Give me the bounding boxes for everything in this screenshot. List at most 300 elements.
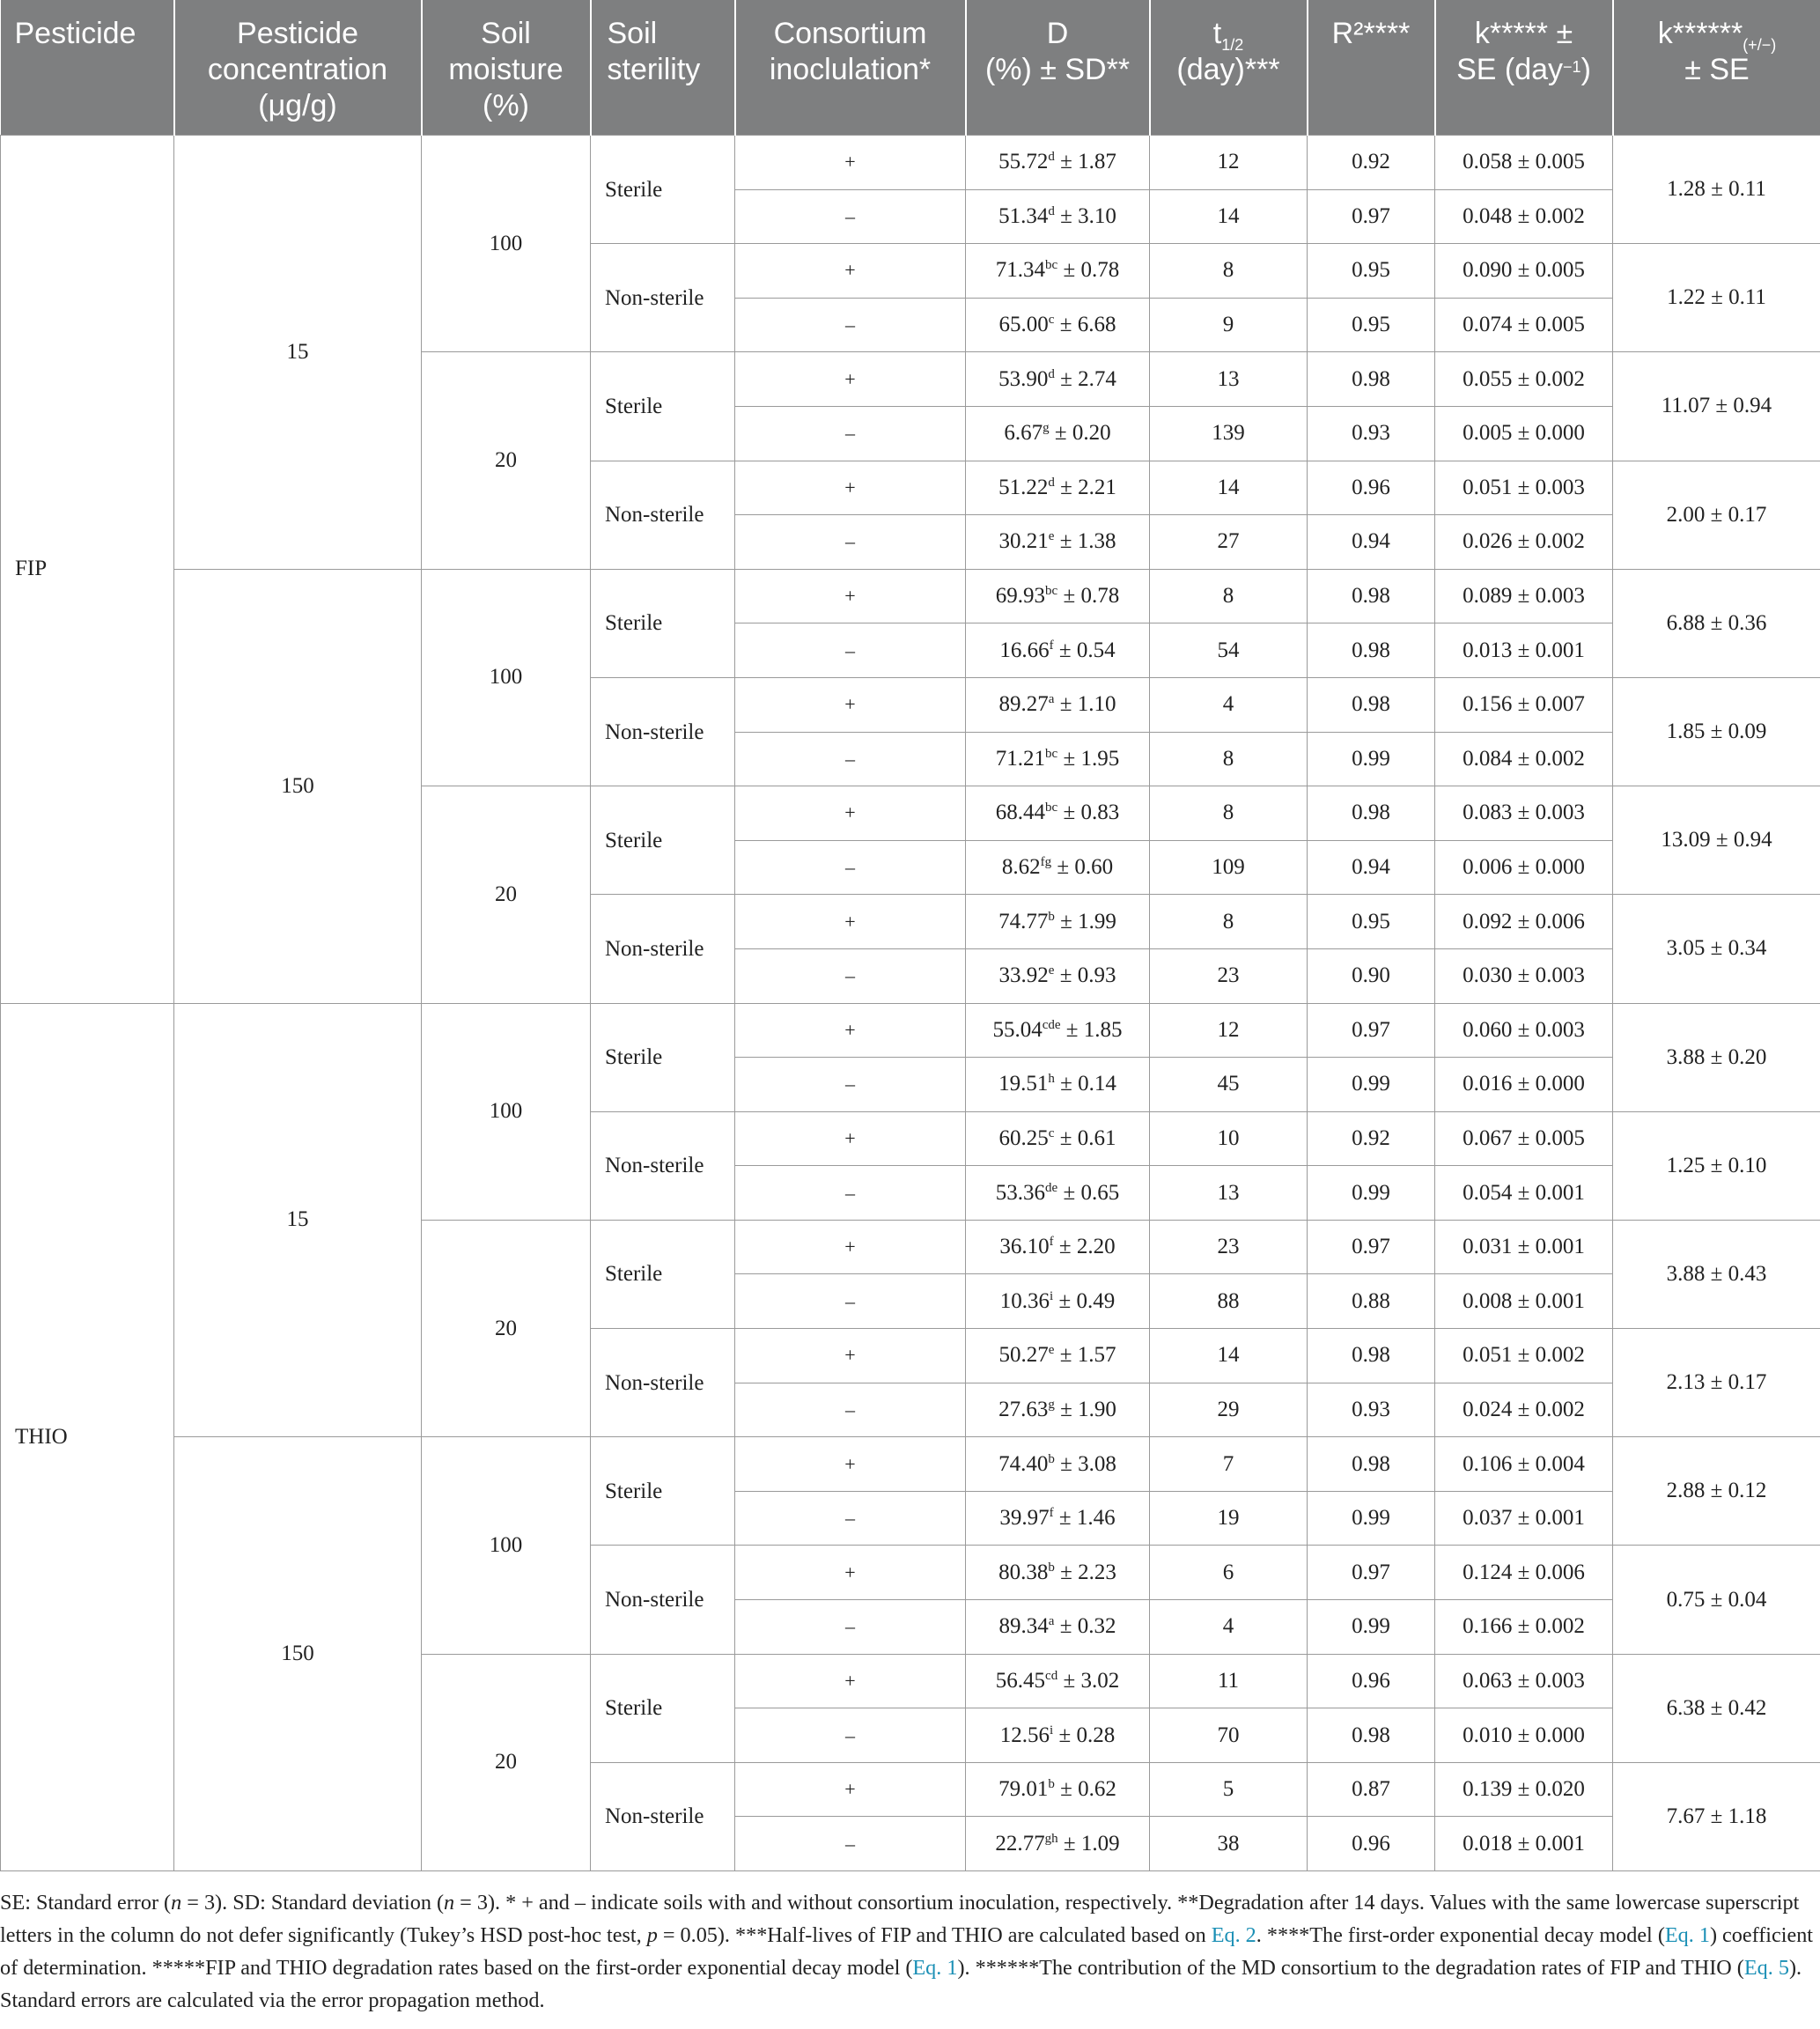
inoculation-cell: – (735, 1166, 966, 1221)
degradation-value: 22.77 (995, 1831, 1045, 1856)
significance-letters: c (1048, 1125, 1055, 1140)
r2-cell: 0.98 (1308, 677, 1435, 732)
degradation-value: 65.00 (998, 313, 1049, 337)
significance-letters: a (1048, 1614, 1055, 1629)
table-footnote (0, 1886, 1814, 2017)
footnote-text-5: . ****The first-order exponential decay model ( (1256, 1923, 1665, 1947)
rate-cell: 0.031 ± 0.001 (1435, 1220, 1613, 1274)
degradation-cell (966, 515, 1150, 570)
footnote-n-1: n (171, 1891, 182, 1915)
degradation-sd: ± 0.60 (1051, 855, 1114, 880)
half-life-cell: 45 (1150, 1058, 1308, 1112)
contribution-cell: 7.67 ± 1.18 (1613, 1762, 1820, 1870)
rate-cell: 0.124 ± 0.006 (1435, 1546, 1613, 1600)
significance-letters: gh (1044, 1831, 1058, 1846)
rate-cell: 0.156 ± 0.007 (1435, 677, 1613, 732)
degradation-cell (966, 1003, 1150, 1058)
sterility-cell: Non-sterile (591, 895, 735, 1003)
significance-letters: f (1049, 638, 1054, 653)
degradation-cell (966, 1329, 1150, 1383)
footnote-text-2: = 3). SD: Standard deviation ( (181, 1891, 445, 1915)
degradation-value: 16.66 (999, 638, 1050, 662)
degradation-sd: ± 0.32 (1054, 1614, 1116, 1639)
degradation-cell (966, 786, 1150, 841)
degradation-value: 6.67 (1004, 421, 1043, 446)
degradation-sd: ± 1.87 (1054, 150, 1116, 174)
half-life-cell: 13 (1150, 352, 1308, 407)
header-degradation (966, 0, 1150, 136)
r2-cell: 0.98 (1308, 1437, 1435, 1492)
degradation-cell (966, 895, 1150, 949)
half-life-cell: 29 (1150, 1383, 1308, 1437)
half-life-cell: 4 (1150, 677, 1308, 732)
sterility-cell: Sterile (591, 1437, 735, 1546)
header-contribution (1613, 0, 1820, 136)
header-rate (1435, 0, 1613, 136)
degradation-cell (966, 1058, 1150, 1112)
degradation-cell (966, 1274, 1150, 1329)
header-rate-exponent: −1 (1563, 58, 1581, 76)
inoculation-cell: – (735, 1274, 966, 1329)
rate-cell: 0.166 ± 0.002 (1435, 1600, 1613, 1655)
degradation-sd: ± 1.95 (1057, 746, 1120, 771)
degradation-sd: ± 0.20 (1049, 421, 1111, 446)
moisture-cell: 20 (422, 1654, 591, 1870)
half-life-cell: 11 (1150, 1654, 1308, 1708)
table-row (1, 136, 1820, 190)
degradation-value: 27.63 (998, 1397, 1049, 1421)
contribution-cell: 1.25 ± 0.10 (1613, 1111, 1820, 1220)
half-life-cell: 12 (1150, 136, 1308, 190)
degradation-value: 30.21 (998, 529, 1049, 554)
rate-cell: 0.005 ± 0.000 (1435, 406, 1613, 461)
sterility-cell: Non-sterile (591, 461, 735, 569)
moisture-cell: 100 (422, 569, 591, 786)
rate-cell: 0.084 ± 0.002 (1435, 732, 1613, 786)
concentration-cell: 15 (174, 1003, 422, 1437)
moisture-cell: 100 (422, 136, 591, 352)
r2-cell: 0.99 (1308, 1166, 1435, 1221)
rate-cell: 0.026 ± 0.002 (1435, 515, 1613, 570)
half-life-cell: 14 (1150, 1329, 1308, 1383)
header-rate-line2a: SE (day (1456, 53, 1564, 86)
rate-cell: 0.054 ± 0.001 (1435, 1166, 1613, 1221)
header-r2: R²**** (1308, 0, 1435, 136)
rate-cell: 0.089 ± 0.003 (1435, 569, 1613, 623)
degradation-value: 69.93 (995, 584, 1046, 609)
header-contribution-se: ± SE (1684, 53, 1750, 86)
half-life-cell: 9 (1150, 298, 1308, 352)
half-life-cell: 13 (1150, 1166, 1308, 1221)
moisture-cell: 20 (422, 786, 591, 1003)
degradation-sd: ± 0.65 (1057, 1180, 1120, 1205)
sterility-cell: Non-sterile (591, 1546, 735, 1654)
half-life-cell: 14 (1150, 461, 1308, 515)
significance-letters: d (1048, 203, 1055, 218)
r2-cell: 0.92 (1308, 1111, 1435, 1166)
footnote-text-3: = 3). * + and – indicate soils with and without consortium inoculation, respectively. **Degradation after 14 days. Values with the same lowercase superscript letters in the column do not defer significantly (Tukey’s HSD post-hoc test, (0, 1891, 1800, 1947)
inoculation-cell: – (735, 406, 966, 461)
inoculation-cell: – (735, 1817, 966, 1871)
inoculation-cell: – (735, 623, 966, 678)
significance-letters: d (1048, 366, 1055, 381)
r2-cell: 0.96 (1308, 461, 1435, 515)
degradation-sd: ± 1.38 (1054, 529, 1116, 554)
table-row (1, 1437, 1820, 1492)
significance-letters: i (1050, 1288, 1054, 1303)
degradation-sd: ± 2.74 (1054, 366, 1116, 391)
contribution-cell: 2.88 ± 0.12 (1613, 1437, 1820, 1546)
degradation-cell (966, 1437, 1150, 1492)
r2-cell: 0.96 (1308, 1654, 1435, 1708)
table-body (1, 136, 1820, 1871)
sterility-cell: Sterile (591, 1654, 735, 1762)
r2-cell: 0.98 (1308, 569, 1435, 623)
degradation-value: 55.72 (998, 150, 1049, 174)
header-rate-line1: k***** ± (1474, 17, 1573, 50)
inoculation-cell: + (735, 1654, 966, 1708)
half-life-cell: 7 (1150, 1437, 1308, 1492)
sterility-cell: Sterile (591, 352, 735, 461)
r2-cell: 0.98 (1308, 1329, 1435, 1383)
significance-letters: d (1048, 475, 1055, 490)
footnote-link-eq2[interactable]: Eq. 2 (1211, 1923, 1256, 1947)
inoculation-cell: + (735, 1762, 966, 1817)
degradation-sd: ± 0.28 (1053, 1723, 1116, 1747)
r2-cell: 0.98 (1308, 1708, 1435, 1763)
significance-letters: e (1048, 529, 1055, 544)
degradation-value: 79.01 (998, 1777, 1049, 1802)
degradation-cell (966, 461, 1150, 515)
degradation-sd: ± 0.61 (1054, 1125, 1116, 1150)
significance-letters: cd (1045, 1668, 1058, 1683)
r2-cell: 0.95 (1308, 244, 1435, 299)
pesticide-cell: FIP (1, 136, 174, 1004)
degradation-value: 89.27 (998, 692, 1049, 717)
moisture-cell: 100 (422, 1003, 591, 1220)
half-life-cell: 5 (1150, 1762, 1308, 1817)
degradation-sd: ± 1.10 (1054, 692, 1116, 717)
significance-letters: d (1048, 150, 1055, 165)
degradation-value: 71.34 (995, 258, 1046, 283)
degradation-sd: ± 2.23 (1054, 1560, 1116, 1584)
rate-cell: 0.083 ± 0.003 (1435, 786, 1613, 841)
concentration-cell: 150 (174, 569, 422, 1003)
inoculation-cell: + (735, 352, 966, 407)
degradation-cell (966, 569, 1150, 623)
significance-letters: b (1048, 909, 1055, 924)
degradation-cell (966, 1762, 1150, 1817)
degradation-sd: ± 1.85 (1060, 1017, 1123, 1042)
significance-letters: e (1048, 1343, 1055, 1358)
degradation-cell (966, 1546, 1150, 1600)
r2-cell: 0.94 (1308, 515, 1435, 570)
footnote-text-6: ) coefficient of determination. *****FIP and THIO degradation rates based on the first-order exponential decay model ( (0, 1923, 1814, 1980)
rate-cell: 0.016 ± 0.000 (1435, 1058, 1613, 1112)
degradation-sd: ± 3.02 (1057, 1668, 1120, 1693)
inoculation-cell: – (735, 1708, 966, 1763)
rate-cell: 0.063 ± 0.003 (1435, 1654, 1613, 1708)
footnote-link-eq1[interactable]: Eq. 1 (1664, 1923, 1710, 1947)
half-life-cell: 12 (1150, 1003, 1308, 1058)
inoculation-cell: – (735, 840, 966, 895)
contribution-cell: 13.09 ± 0.94 (1613, 786, 1820, 895)
degradation-value: 33.92 (998, 963, 1049, 988)
degradation-sd: ± 6.68 (1054, 313, 1116, 337)
degradation-sd: ± 1.57 (1054, 1343, 1116, 1368)
half-life-cell: 4 (1150, 1600, 1308, 1655)
header-sterility: Soil sterility (591, 0, 735, 136)
degradation-value: 39.97 (999, 1506, 1050, 1531)
table-row (1, 569, 1820, 623)
degradation-cell (966, 840, 1150, 895)
contribution-cell: 3.88 ± 0.43 (1613, 1220, 1820, 1328)
degradation-value: 8.62 (1001, 855, 1041, 880)
header-rate-line2b: ) (1581, 53, 1591, 86)
degradation-cell (966, 948, 1150, 1003)
r2-cell: 0.93 (1308, 1383, 1435, 1437)
rate-cell: 0.048 ± 0.002 (1435, 189, 1613, 244)
rate-cell: 0.010 ± 0.000 (1435, 1708, 1613, 1763)
inoculation-cell: – (735, 732, 966, 786)
inoculation-cell: + (735, 1220, 966, 1274)
half-life-cell: 8 (1150, 786, 1308, 841)
r2-cell: 0.94 (1308, 840, 1435, 895)
header-half-life-unit: (day)*** (1176, 53, 1280, 86)
concentration-cell: 150 (174, 1437, 422, 1871)
significance-letters: e (1048, 963, 1055, 978)
half-life-cell: 54 (1150, 623, 1308, 678)
significance-letters: b (1048, 1451, 1055, 1466)
degradation-sd: ± 0.14 (1054, 1072, 1116, 1096)
contribution-cell: 3.88 ± 0.20 (1613, 1003, 1820, 1111)
degradation-cell (966, 136, 1150, 190)
half-life-cell: 8 (1150, 244, 1308, 299)
degradation-value: 60.25 (998, 1125, 1049, 1150)
contribution-cell: 2.13 ± 0.17 (1613, 1329, 1820, 1437)
r2-cell: 0.93 (1308, 406, 1435, 461)
degradation-cell (966, 1600, 1150, 1655)
degradation-value: 36.10 (999, 1235, 1050, 1259)
degradation-value: 10.36 (999, 1288, 1050, 1313)
contribution-cell: 6.38 ± 0.42 (1613, 1654, 1820, 1762)
degradation-value: 12.56 (999, 1723, 1050, 1747)
half-life-cell: 14 (1150, 189, 1308, 244)
half-life-cell: 88 (1150, 1274, 1308, 1329)
degradation-value: 74.40 (998, 1451, 1049, 1476)
rate-cell: 0.008 ± 0.001 (1435, 1274, 1613, 1329)
inoculation-cell: – (735, 1058, 966, 1112)
inoculation-cell: + (735, 244, 966, 299)
r2-cell: 0.88 (1308, 1274, 1435, 1329)
rate-cell: 0.013 ± 0.001 (1435, 623, 1613, 678)
significance-letters: b (1048, 1560, 1055, 1575)
r2-cell: 0.95 (1308, 895, 1435, 949)
degradation-sd: ± 2.20 (1053, 1235, 1116, 1259)
r2-cell: 0.97 (1308, 1003, 1435, 1058)
moisture-cell: 100 (422, 1437, 591, 1654)
contribution-cell: 0.75 ± 0.04 (1613, 1546, 1820, 1654)
rate-cell: 0.055 ± 0.002 (1435, 352, 1613, 407)
contribution-cell: 1.85 ± 0.09 (1613, 677, 1820, 786)
footnote-p-value: p (646, 1923, 658, 1947)
degradation-cell (966, 1491, 1150, 1546)
half-life-cell: 27 (1150, 515, 1308, 570)
inoculation-cell: + (735, 1003, 966, 1058)
rate-cell: 0.106 ± 0.004 (1435, 1437, 1613, 1492)
footnote-link-eq1-second[interactable]: Eq. 1 (912, 1956, 958, 1980)
degradation-value: 56.45 (995, 1668, 1046, 1693)
degradation-cell (966, 677, 1150, 732)
r2-cell: 0.98 (1308, 623, 1435, 678)
header-contribution-sub: (+/−) (1743, 36, 1777, 54)
half-life-cell: 8 (1150, 732, 1308, 786)
half-life-cell: 10 (1150, 1111, 1308, 1166)
header-row (1, 0, 1820, 136)
sterility-cell: Non-sterile (591, 1329, 735, 1437)
half-life-cell: 23 (1150, 948, 1308, 1003)
r2-cell: 0.99 (1308, 1058, 1435, 1112)
inoculation-cell: – (735, 1600, 966, 1655)
inoculation-cell: – (735, 515, 966, 570)
significance-letters: g (1043, 421, 1050, 436)
degradation-sd: ± 3.08 (1054, 1451, 1116, 1476)
r2-cell: 0.98 (1308, 786, 1435, 841)
footnote-text-8: ). Standard errors are calculated via the error propagation method. (0, 1956, 1802, 2012)
half-life-cell: 109 (1150, 840, 1308, 895)
half-life-cell: 139 (1150, 406, 1308, 461)
degradation-value: 51.22 (998, 475, 1049, 499)
sterility-cell: Non-sterile (591, 677, 735, 786)
significance-letters: b (1048, 1777, 1055, 1792)
rate-cell: 0.058 ± 0.005 (1435, 136, 1613, 190)
footnote-text-7: ). ******The contribution of the MD consortium to the degradation rates of FIP and THIO ( (957, 1956, 1744, 1980)
r2-cell: 0.92 (1308, 136, 1435, 190)
inoculation-cell: + (735, 1111, 966, 1166)
rate-cell: 0.037 ± 0.001 (1435, 1491, 1613, 1546)
degradation-cell (966, 1708, 1150, 1763)
header-degradation-line2: (%) ± SD** (984, 53, 1131, 86)
rate-cell: 0.060 ± 0.003 (1435, 1003, 1613, 1058)
inoculation-cell: + (735, 136, 966, 190)
significance-letters: bc (1045, 584, 1058, 599)
significance-letters: bc (1045, 258, 1058, 273)
significance-letters: bc (1045, 746, 1058, 761)
degradation-value: 55.04 (992, 1017, 1043, 1042)
significance-letters: h (1048, 1072, 1055, 1087)
degradation-sd: ± 1.99 (1054, 909, 1116, 933)
degradation-cell (966, 1383, 1150, 1437)
footnote-link-eq5[interactable]: Eq. 5 (1743, 1956, 1789, 1980)
inoculation-cell: + (735, 1437, 966, 1492)
inoculation-cell: + (735, 569, 966, 623)
contribution-cell: 6.88 ± 0.36 (1613, 569, 1820, 677)
rate-cell: 0.030 ± 0.003 (1435, 948, 1613, 1003)
half-life-cell: 19 (1150, 1491, 1308, 1546)
concentration-cell: 15 (174, 136, 422, 570)
inoculation-cell: + (735, 461, 966, 515)
degradation-value: 19.51 (998, 1072, 1049, 1096)
significance-letters: de (1045, 1180, 1058, 1195)
rate-cell: 0.074 ± 0.005 (1435, 298, 1613, 352)
inoculation-cell: – (735, 1491, 966, 1546)
inoculation-cell: – (735, 948, 966, 1003)
degradation-value: 53.90 (998, 366, 1049, 391)
header-concentration: Pesticide concentration (μg/g) (174, 0, 422, 136)
sterility-cell: Non-sterile (591, 1762, 735, 1870)
degradation-value: 51.34 (998, 203, 1049, 228)
header-moisture: Soil moisture (%) (422, 0, 591, 136)
r2-cell: 0.99 (1308, 1491, 1435, 1546)
degradation-sd: ± 0.78 (1057, 584, 1120, 609)
inoculation-cell: + (735, 1329, 966, 1383)
footnote-text-1: SE: Standard error ( (0, 1891, 172, 1915)
degradation-cell (966, 406, 1150, 461)
significance-letters: i (1050, 1723, 1054, 1738)
pesticide-cell: THIO (1, 1003, 174, 1871)
header-half-life (1150, 0, 1308, 136)
degradation-sd: ± 3.10 (1054, 203, 1116, 228)
r2-cell: 0.87 (1308, 1762, 1435, 1817)
degradation-value: 74.77 (998, 909, 1049, 933)
contribution-cell: 11.07 ± 0.94 (1613, 352, 1820, 461)
degradation-sd: ± 1.09 (1057, 1831, 1120, 1856)
half-life-cell: 38 (1150, 1817, 1308, 1871)
significance-letters: bc (1045, 801, 1058, 815)
degradation-value: 53.36 (995, 1180, 1046, 1205)
rate-cell: 0.051 ± 0.003 (1435, 461, 1613, 515)
contribution-cell: 3.05 ± 0.34 (1613, 895, 1820, 1003)
sterility-cell: Sterile (591, 1003, 735, 1111)
footnote-n-2: n (444, 1891, 455, 1915)
degradation-value: 68.44 (995, 801, 1046, 825)
header-half-life-t: t (1212, 17, 1222, 50)
sterility-cell: Sterile (591, 786, 735, 895)
degradation-sd: ± 0.83 (1057, 801, 1120, 825)
degradation-sd: ± 0.49 (1053, 1288, 1116, 1313)
inoculation-cell: + (735, 677, 966, 732)
table-header (1, 0, 1820, 136)
moisture-cell: 20 (422, 352, 591, 569)
rate-cell: 0.092 ± 0.006 (1435, 895, 1613, 949)
degradation-sd: ± 0.93 (1054, 963, 1116, 988)
contribution-cell: 1.28 ± 0.11 (1613, 136, 1820, 244)
rate-cell: 0.018 ± 0.001 (1435, 1817, 1613, 1871)
degradation-cell (966, 189, 1150, 244)
sterility-cell: Sterile (591, 136, 735, 244)
r2-cell: 0.90 (1308, 948, 1435, 1003)
half-life-cell: 70 (1150, 1708, 1308, 1763)
significance-letters: f (1049, 1506, 1054, 1521)
table-row (1, 1003, 1820, 1058)
r2-cell: 0.98 (1308, 352, 1435, 407)
r2-cell: 0.97 (1308, 1220, 1435, 1274)
half-life-cell: 23 (1150, 1220, 1308, 1274)
degradation-value: 80.38 (998, 1560, 1049, 1584)
degradation-sd: ± 0.62 (1054, 1777, 1116, 1802)
rate-cell: 0.024 ± 0.002 (1435, 1383, 1613, 1437)
degradation-sd: ± 0.78 (1057, 258, 1120, 283)
sterility-cell: Non-sterile (591, 1111, 735, 1220)
degradation-cell (966, 1654, 1150, 1708)
header-contribution-k: k****** (1657, 17, 1743, 50)
degradation-sd: ± 0.54 (1053, 638, 1116, 662)
degradation-value: 50.27 (998, 1343, 1049, 1368)
r2-cell: 0.97 (1308, 189, 1435, 244)
degradation-cell (966, 623, 1150, 678)
header-degradation-line1: D (1046, 17, 1069, 50)
sterility-cell: Sterile (591, 1220, 735, 1328)
